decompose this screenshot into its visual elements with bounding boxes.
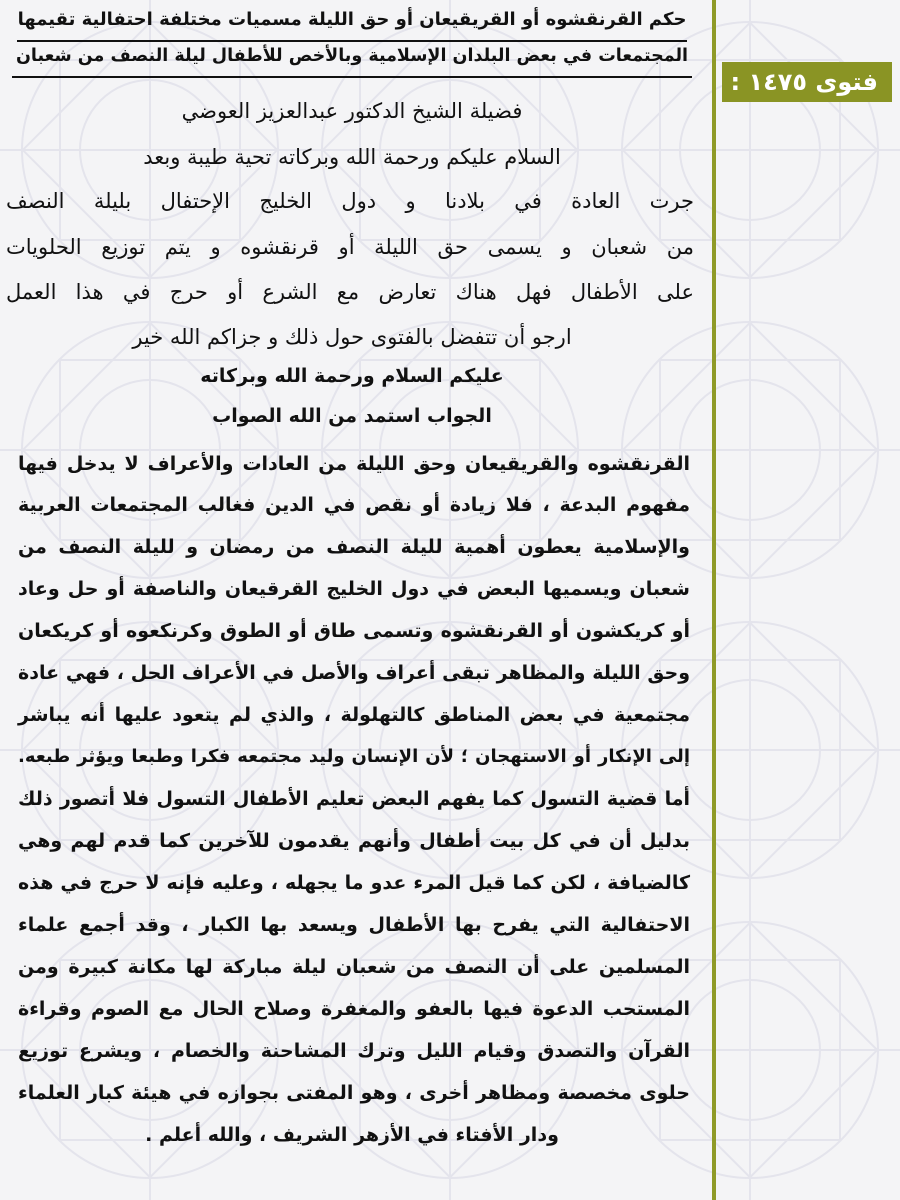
answer-line: أو كريكشون أو القرنقشوه وتسمى طاق أو الطوق وكرنكعوه أو كريكعان <box>18 620 690 642</box>
answer-line: القرنقشوه والقريقيعان وحق الليلة من العادات والأعراف لا يدخل فيها <box>18 453 690 475</box>
fatwa-number-label: فتوى ١٤٧٥ : <box>730 68 878 96</box>
answer-line: الاحتفالية التي يفرح بها الأطفال ويسعد بها الكبار ، وقد أجمع علماء <box>18 914 690 936</box>
title-line-1: حكم القرنقشوه أو القريقيعان أو حق الليلة مسميات مختلفة احتفالية تقيمها <box>17 6 687 42</box>
answer-line: كالضيافة ، لكن كما قيل المرء عدو ما يجهله ، وعليه فإنه لا حرج في هذه <box>18 872 690 894</box>
question-line: من شعبان و يسمى حق الليلة أو قرنقشوه و يتم توزيع الحلويات <box>6 235 694 259</box>
addressee: فضيلة الشيخ الدكتور عبدالعزيز العوضي <box>181 99 523 123</box>
answer-line: المسلمين على أن النصف من شعبان ليلة مباركة لها مكانة كبيرة ومن <box>18 956 690 978</box>
answer-line: بدليل أن في كل بيت أطفال وأنهم يقدمون للآخرين كما قدم لهم وهي <box>18 830 690 852</box>
greeting: السلام عليكم ورحمة الله وبركاته تحية طيبة وبعد <box>143 145 561 169</box>
vertical-divider <box>712 0 716 1200</box>
answer-line: القرآن والتصدق وقيام الليل وترك المشاحنة والخصام ، ويشرع توزيع <box>18 1040 690 1062</box>
fatwa-number-badge <box>722 62 892 102</box>
answer-line: إلى الإنكار أو الاستهجان ؛ لأن الإنسان وليد مجتمعه فكرا وطبعا ويؤثر طبعه. <box>18 746 690 767</box>
answer-intro: الجواب استمد من الله الصواب <box>212 405 492 427</box>
answer-line: المستحب الدعوة فيها بالعفو والمغفرة وصلاح الحال مع الصوم وقراءة <box>18 998 690 1020</box>
answer-line: شعبان ويسميها البعض في دول الخليج القرقيعان والناصفة أو حل وعاد <box>18 578 690 600</box>
answer-line: مجتمعية في بعض المناطق كالتهلولة ، والذي لم يتعود عليها أنه يباشر <box>18 704 690 726</box>
question-line: جرت العادة في بلادنا و دول الخليج الإحتفال بليلة النصف <box>6 189 694 213</box>
answer-line: ودار الأفتاء في الأزهر الشريف ، والله أعلم . <box>145 1124 559 1146</box>
title-line-2: المجتمعات في بعض البلدان الإسلامية وبالأخص للأطفال ليلة النصف من شعبان <box>12 42 692 78</box>
question-line: ارجو أن تتفضل بالفتوى حول ذلك و جزاكم الله خير <box>132 325 572 349</box>
answer-line: أما قضية التسول كما يفهم البعض تعليم الأطفال التسول فلا أتصور ذلك <box>18 788 690 810</box>
question-line: على الأطفال فهل هناك تعارض مع الشرع أو حرج في هذا العمل <box>6 280 694 304</box>
answer-line: حلوى مخصصة ومظاهر أخرى ، وهو المفتى بجوازه في هيئة كبار العلماء <box>18 1082 690 1104</box>
reply-greeting: عليكم السلام ورحمة الله وبركاته <box>200 365 504 387</box>
answer-line: والإسلامية يعطون أهمية لليلة النصف من رمضان و لليلة النصف من <box>18 536 690 558</box>
answer-line: وحق الليلة والمظاهر تبقى أعراف والأصل في الأعراف الحل ، فهي عادة <box>18 662 690 684</box>
answer-line: مفهوم البدعة ، فلا زيادة أو نقص في الدين فغالب المجتمعات العربية <box>18 494 690 516</box>
document-title <box>12 6 692 78</box>
